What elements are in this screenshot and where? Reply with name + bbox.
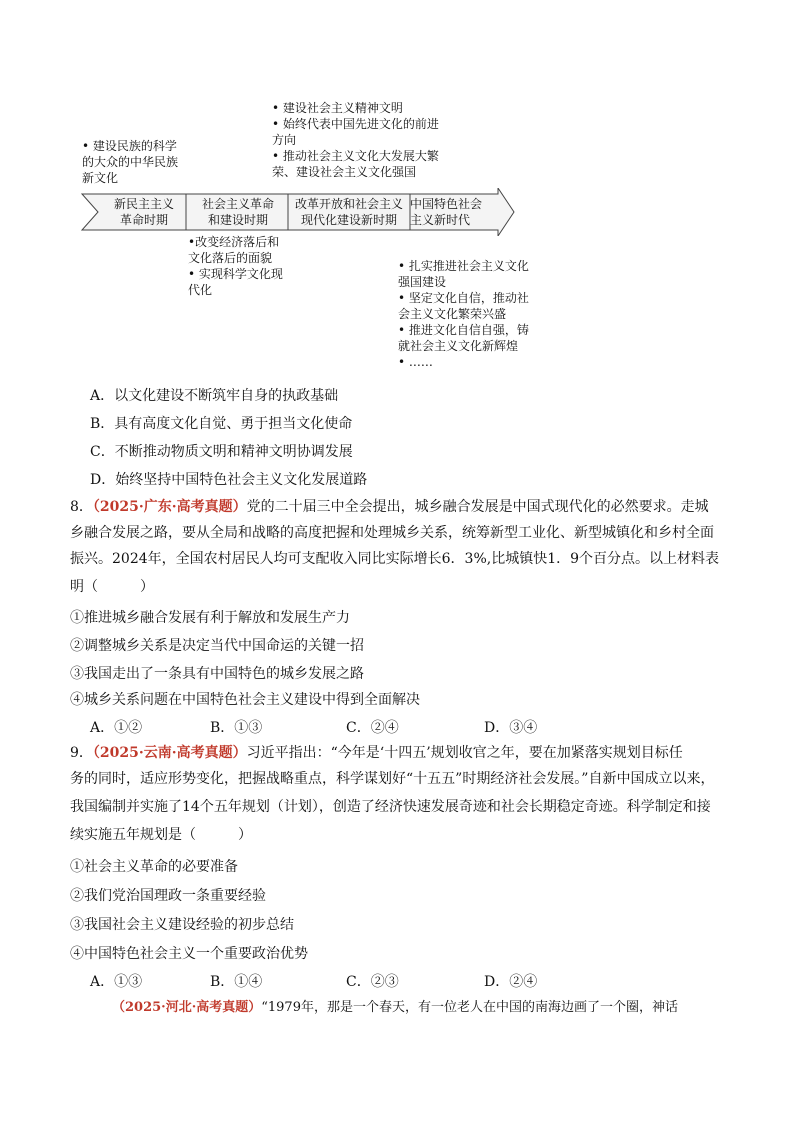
q9-stem-line: 我国编制并实施了14个五年规划（计划），创造了经济快速发展奇迹和社会长期稳定奇迹。科学制定和接 [70,799,711,815]
q8-stem-line [70,497,709,517]
mid-notes [188,234,283,298]
source-tag: （2025·河北·高考真题） [112,1000,262,1015]
q8-stem-line: 振兴。2024年，全国农村居民人均可支配收入同比实际增长6．3%,比城镇快1．9个百分点。以上材料表 [70,551,720,567]
note-line: • …… [398,355,433,369]
q9-stem-line: 务的同时，适应形势变化，把握战略重点，科学谋划好“十五五”时期经济社会发展。”自新中国成立以来， [70,771,715,787]
q8-statement: ③我国走出了一条具有中国特色的城乡发展之路 [70,666,364,682]
note-line: 荣、建设社会主义文化强国 [272,165,417,179]
note-line: 会主义文化繁荣兴盛 [398,307,507,321]
stem-text: 党的二十届三中全会提出，城乡融合发展是中国式现代化的必然要求。走城 [246,499,709,515]
note-line: • 扎实推进社会主义文化 [398,259,529,273]
right-notes [398,258,529,370]
q8-choice-c: C．②④ [346,720,399,736]
note-line: 文化落后的面貌 [188,251,273,265]
q8-choice-d: D．③④ [484,720,538,736]
source-tag: （2025·云南·高考真题） [92,745,247,761]
q9-stem-line [70,743,683,763]
stage-label: 革命时期 [119,213,168,227]
stage-new-era [410,196,498,228]
q9-choice-b: B．①④ [210,974,263,990]
q8-stem-line: 明（ ） [70,579,154,595]
note-line: 新文化 [82,171,119,185]
q8-stem-line: 乡融合发展之路，要从全局和战略的高度把握和处理城乡关系，统筹新型工业化、新型城镇化和乡村全面 [70,525,714,541]
q8-statement: ②调整城乡关系是决定当代中国命运的关键一招 [70,638,364,654]
note-line: 方向 [272,133,297,147]
q8-statement: ①推进城乡融合发展有利于解放和发展生产力 [70,610,350,626]
top-notes [272,100,439,180]
question-number: 9． [70,745,93,761]
question-number: 8． [70,499,93,515]
stage-label: 新民主主义 [113,197,174,211]
stage-reform-opening [288,196,410,228]
note-line: 代化 [188,283,213,297]
q7-option-a: A．以文化建设不断筑牢自身的执政基础 [90,388,339,404]
stage-label: 现代化建设新时期 [300,213,397,227]
q7-option-d: D．始终坚持中国特色社会主义文化发展道路 [90,472,368,488]
note-line: •改变经济落后和 [188,235,280,249]
left-notes [82,138,178,186]
note-line: • 推动社会主义文化大发展大繁 [272,149,439,163]
stage-new-democratic [100,196,188,228]
stage-label: 改革开放和社会主义 [294,197,403,211]
note-line: • 建设民族的科学 [82,139,177,153]
q8-statement: ④城乡关系问题在中国特色社会主义建设中得到全面解决 [70,692,420,708]
note-line: • 建设社会主义精神文明 [272,101,403,115]
q9-choice-c: C．②③ [346,974,399,990]
note-line: 就社会主义文化新辉煌 [398,339,519,353]
q10-stem-line [112,998,678,1018]
note-line: • 实现科学文化现 [188,267,283,281]
q7-option-c: C．不断推动物质文明和精神文明协调发展 [90,444,353,460]
note-line: • 推进文化自信自强，铸 [398,323,529,337]
q7-option-b: B．具有高度文化自觉、勇于担当文化使命 [90,416,353,432]
q9-choice-a: A．①③ [90,974,143,990]
note-line: 的大众的中华民族 [82,155,179,169]
q8-choice-a: A．①② [90,720,143,736]
stem-text: “1979年，那是一个春天，有一位老人在中国的南海边画了一个圈，神话 [261,1000,678,1015]
source-tag: （2025·广东·高考真题） [92,499,247,515]
stage-label: 和建设时期 [207,213,268,227]
q9-statement: ①社会主义革命的必要准备 [70,859,238,875]
q9-stem-line: 续实施五年规划是（ ） [70,827,252,843]
stage-socialist-revolution [188,196,288,228]
q9-choice-d: D．②④ [484,974,538,990]
note-line: • 坚定文化自信，推动社 [398,291,529,305]
stage-label: 社会主义革命 [201,197,274,211]
note-line: 强国建设 [398,275,447,289]
q9-statement: ④中国特色社会主义一个重要政治优势 [70,946,308,962]
stage-label: 中国特色社会 [410,197,483,211]
stem-text: 习近平指出：“今年是‘十四五’规划收官之年，要在加紧落实规划目标任 [246,745,683,761]
q9-statement: ②我们党治国理政一条重要经验 [70,888,266,904]
note-line: • 始终代表中国先进文化的前进 [272,117,439,131]
q9-statement: ③我国社会主义建设经验的初步总结 [70,917,294,933]
stage-label: 主义新时代 [410,213,471,227]
q8-choice-b: B．①③ [210,720,263,736]
